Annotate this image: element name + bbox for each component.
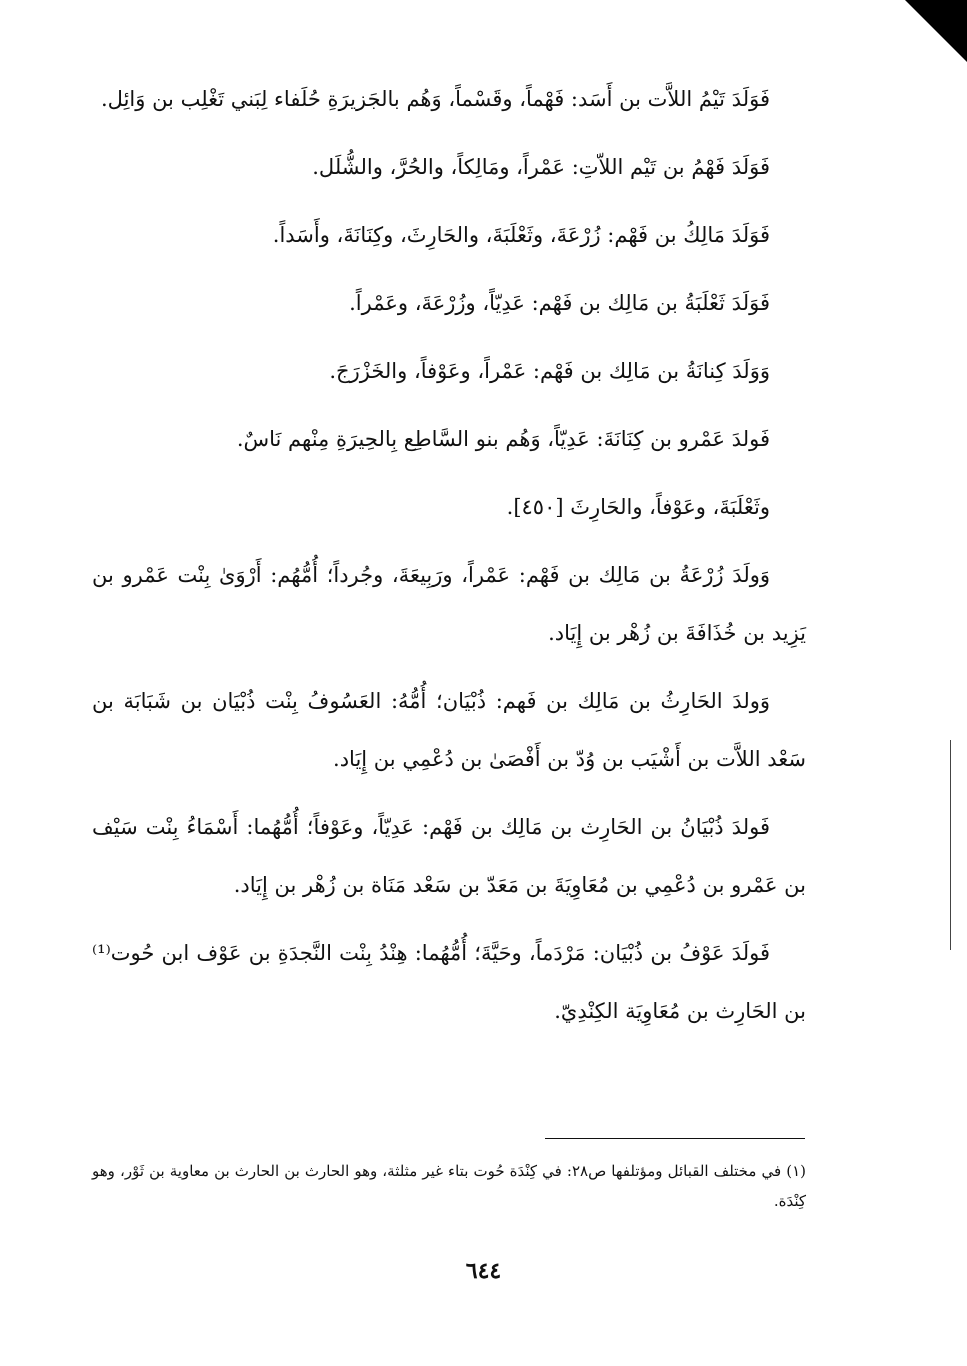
paragraph: وَولدَ الحَارِثُ بن مَالِك بن فَهم: ذُبْيَان؛ أُمُّهُ: العَسُوفُ بِنْت ذُبْيَان بن شَبَابَة بن سَعْد اللاَّت بن أَشْيَب بن وُدّ بن أَفْصَىٰ بن دُعْمِي بن إِيَاد. (92, 689, 806, 771)
body-text (92, 70, 806, 1050)
paragraph: فَولدَ ذُبْيَانُ بن الحَارِث بن مَالِك بن فَهْم: عَدِيّاً، وعَوْفاً؛ أُمُّهُما: أَسْمَاءُ بِنْت سَيْف بن عَمْرو بن دُعْمِي بن مُعَاوِيَةَ بن مَعَدّ بن سَعْد مَنَاة بن زُهْر بن إِيَاد. (92, 815, 806, 897)
paragraph: فَولدَ عَمْرو بن كِنَانَةَ: عَدِيّاً، وَهُم بنو السَّاطِع بِالحِيرَةِ مِنْهم نَاسٌ. (236, 427, 770, 451)
scan-edge-line (950, 740, 951, 950)
page-number: ٦٤٤ (465, 1258, 502, 1284)
paragraph: وثَعْلَبَةَ، وعَوْفاً، والحَارِثَ [٤٥٠]. (506, 495, 770, 519)
footnote: (١) في مختلف القبائل ومؤتلفها ص٢٨: في كِنْدَة حُوت بتاء غير مثلثة، وهو الحارث بن الحارث بن معاوية بن ثَوْر، وهو كِنْدَة. (92, 1162, 807, 1210)
paragraph: وَوَلَدَ كِنانَةُ بن مَالِك بن فَهْم: عَمْراً، وعَوْفاً، والخَزْرَجَ. (329, 359, 770, 383)
paragraph: فَوَلَدَ فَهْمُ بن تَيْم اللاّتِ: عَمْراً، ومَالِكاً، والحُرَّ، والشُّلَل. (312, 155, 770, 179)
paragraph: وَولَدَ زُرْعَةُ بن مَالِك بن فَهْم: عَمْراً، ورَبِيعَةَ، وجُرداً؛ أُمُّهُم: أَرْوَىٰ بِنْت عَمْرو بن يَزِيد بن خُذَافَةَ بن زُهْر بن إِيَاد. (92, 563, 806, 645)
paragraph: فَوَلَدَ مَالِكُ بن فَهْم: زُرْعَةَ، وثَعْلَبَةَ، والحَارِثَ، وكِنَانَةَ، وأَسَداً. (272, 223, 770, 247)
paragraph: فَوَلَدَ تَيْمُ اللاَّت بن أَسَد: فَهْماً، وقَسْماً، وَهُم بالجَزيرَةِ حُلَفاء لِبَني تَغْلِب بن وَائِل. (101, 87, 770, 111)
paragraph: فَولَدَ عَوْفُ بن ذُبْيَان: مَرْدَماً، وحَيَّةَ؛ أُمُّهُما: هِنْدُ بِنْت النَّجدَةِ بن عَوْف ابن حُوت⁽¹⁾ بن الحَارِث بن مُعَاوِيَة الكِنْدِيّ. (92, 941, 806, 1023)
paragraph: فَوَلَدَ ثَعْلَبَةُ بن مَالِك بن فَهْم: عَدِيّاً، وزُرْعَةَ، وعَمْراً. (349, 291, 770, 315)
footnote-separator (545, 1138, 805, 1139)
page-corner-mark (905, 0, 967, 62)
